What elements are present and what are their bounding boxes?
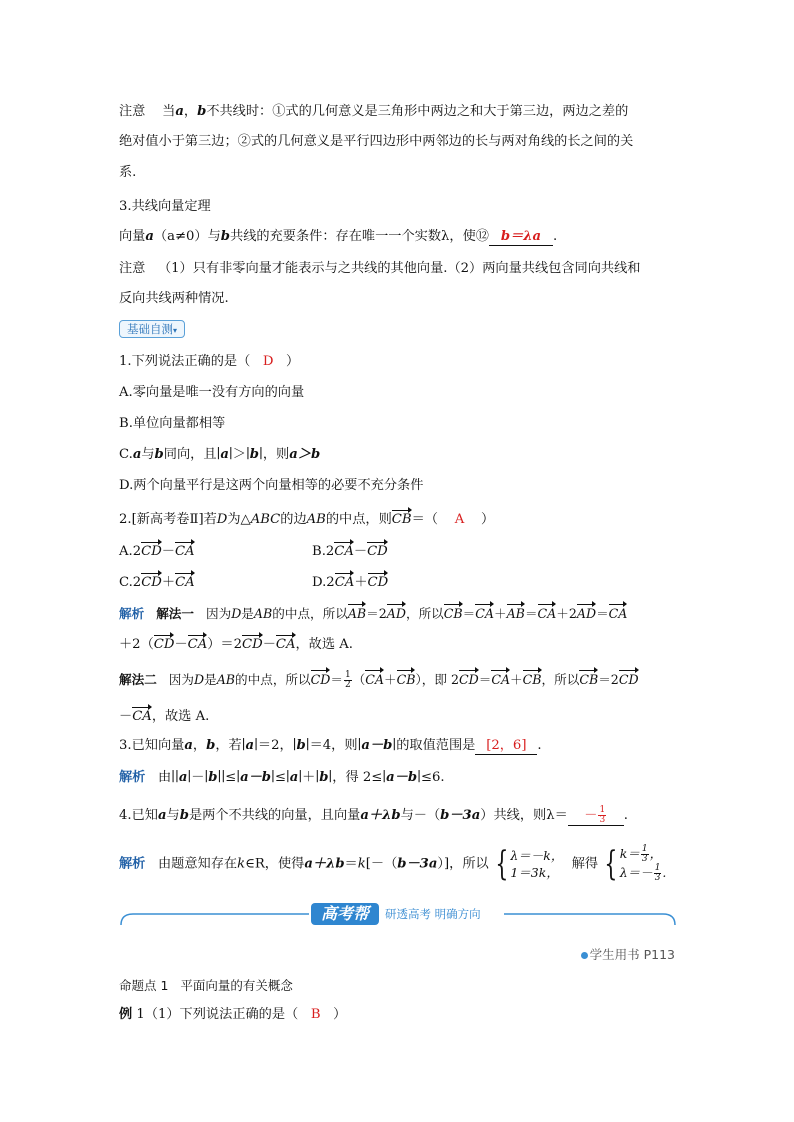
q2-option-b: B.2CA－CD [312,541,388,561]
sol2-line-4: －CA，故选 A. [119,706,209,726]
self-test-badge: 基础自测▾ [119,320,185,338]
theorem-answer: b＝λa [489,229,553,246]
q3-stem: 3.已知向量a，b，若∣a∣＝2，∣b∣＝4，则∣a－b∣的取值范围是 [2，6] . [119,738,542,753]
theorem-line: 向量a（a≠0）与b共线的充要条件：存在唯一一个实数λ，使⑫ b＝λa . [119,229,558,244]
sol2-line-2: ＋2（CD－CA）＝2CD－CA，故选 A. [119,634,353,654]
note2-label: 注意 [119,261,146,276]
q2-stem: 2.[新高考卷Ⅱ]若D为△ABC的边AB的中点，则CB＝（ A ） [119,509,494,529]
q2-answer: A [454,512,465,527]
example-1-stem: 例 1（1）下列说法正确的是（ B ） [119,1007,347,1022]
fraction-half: $\frac{1}{2}$ [344,670,351,690]
ex1-answer: B [310,1007,321,1022]
section-3-title: 3.共线向量定理 [119,199,211,214]
q1-option-c: C.a与b同向，且∣a∣＞∣b∣，则a＞b [119,447,321,462]
q1-stem: 1.下列说法正确的是（ D ） [119,354,300,369]
note2-line-1: 注意 （1）只有非零向量才能表示与之共线的其他向量.（2）两向量共线包含同向共线和 [119,261,641,276]
q2-option-c: C.2CD＋CA [119,572,195,592]
sol2-line-3: 解法二 因为D是AB的中点，所以CD＝ $\frac{1}{2}$ （CA＋CB），即 2CD＝CA＋CB，所以CB＝2CD [119,670,639,690]
q4-answer: － $\frac{1}{3}$ [568,806,624,826]
q3-answer: [2，6] [475,738,537,755]
sol3-line: 解析 由∣∣a∣－∣b∣∣≤∣a－b∣≤∣a∣＋∣b∣，得 2≤∣a－b∣≤6. [119,770,445,785]
q1-option-b: B.单位向量都相等 [119,416,226,431]
banner-subtitle: 研透高考 明确方向 [385,907,481,921]
chevron-down-icon: ▾ [173,326,178,335]
solution-label: 解析 [119,606,145,621]
note-label: 注意 [119,104,146,119]
q2-option-d: D.2CA＋CD [312,572,388,592]
note-line-3: 系. [119,165,137,180]
topic-heading: 命题点 1 平面向量的有关概念 [119,978,293,993]
equation-system-1: λ＝－k， 1＝3k， [510,848,564,880]
note-line-1: 注意 当a，b不共线时：①式的几何意义是三角形中两边之和大于第三边，两边之差的 [119,104,629,119]
left-brace: { [495,844,509,884]
q2-option-a: A.2CD－CA [119,541,195,561]
book-reference: 学生用书 P113 [581,945,675,963]
q4-stem: 4.已知a与b是两个不共线的向量，且向量a＋λb与－（b－3a）共线，则λ＝ － $\frac{1}{3}$ . [119,805,628,825]
q1-option-d: D.两个向量平行是这两个向量相等的必要不充分条件 [119,478,424,493]
q1-option-a: A.零向量是唯一没有方向的向量 [119,385,305,400]
left-brace: { [604,844,618,884]
q1-answer: D [262,354,274,369]
sol4-line: 解析 由题意知存在k∈R，使得a＋λb＝k[－（b－3a）]，所以 { λ＝－k， 1＝3k， 解得 { k＝ $\frac{1}{3}$ ， λ＝－ $\frac{1}{3}$ . [119,844,667,884]
equation-system-2: k＝ $\frac{1}{3}$ ， λ＝－ $\frac{1}{3}$ . [619,844,667,883]
sol2-line-1: 解析 解法一 因为D是AB的中点，所以AB＝2AD，所以CB＝CA＋AB＝CA＋2AD＝CA [119,603,627,623]
note2-line-2: 反向共线两种情况. [119,291,229,306]
banner-title: 高考帮 [320,904,369,923]
bullet-icon [581,952,588,959]
gaokaobang-banner [119,899,677,929]
note-line-2: 绝对值小于第三边；②式的几何意义是平行四边形中两邻边的长与两对角线的长之间的关 [119,134,634,149]
